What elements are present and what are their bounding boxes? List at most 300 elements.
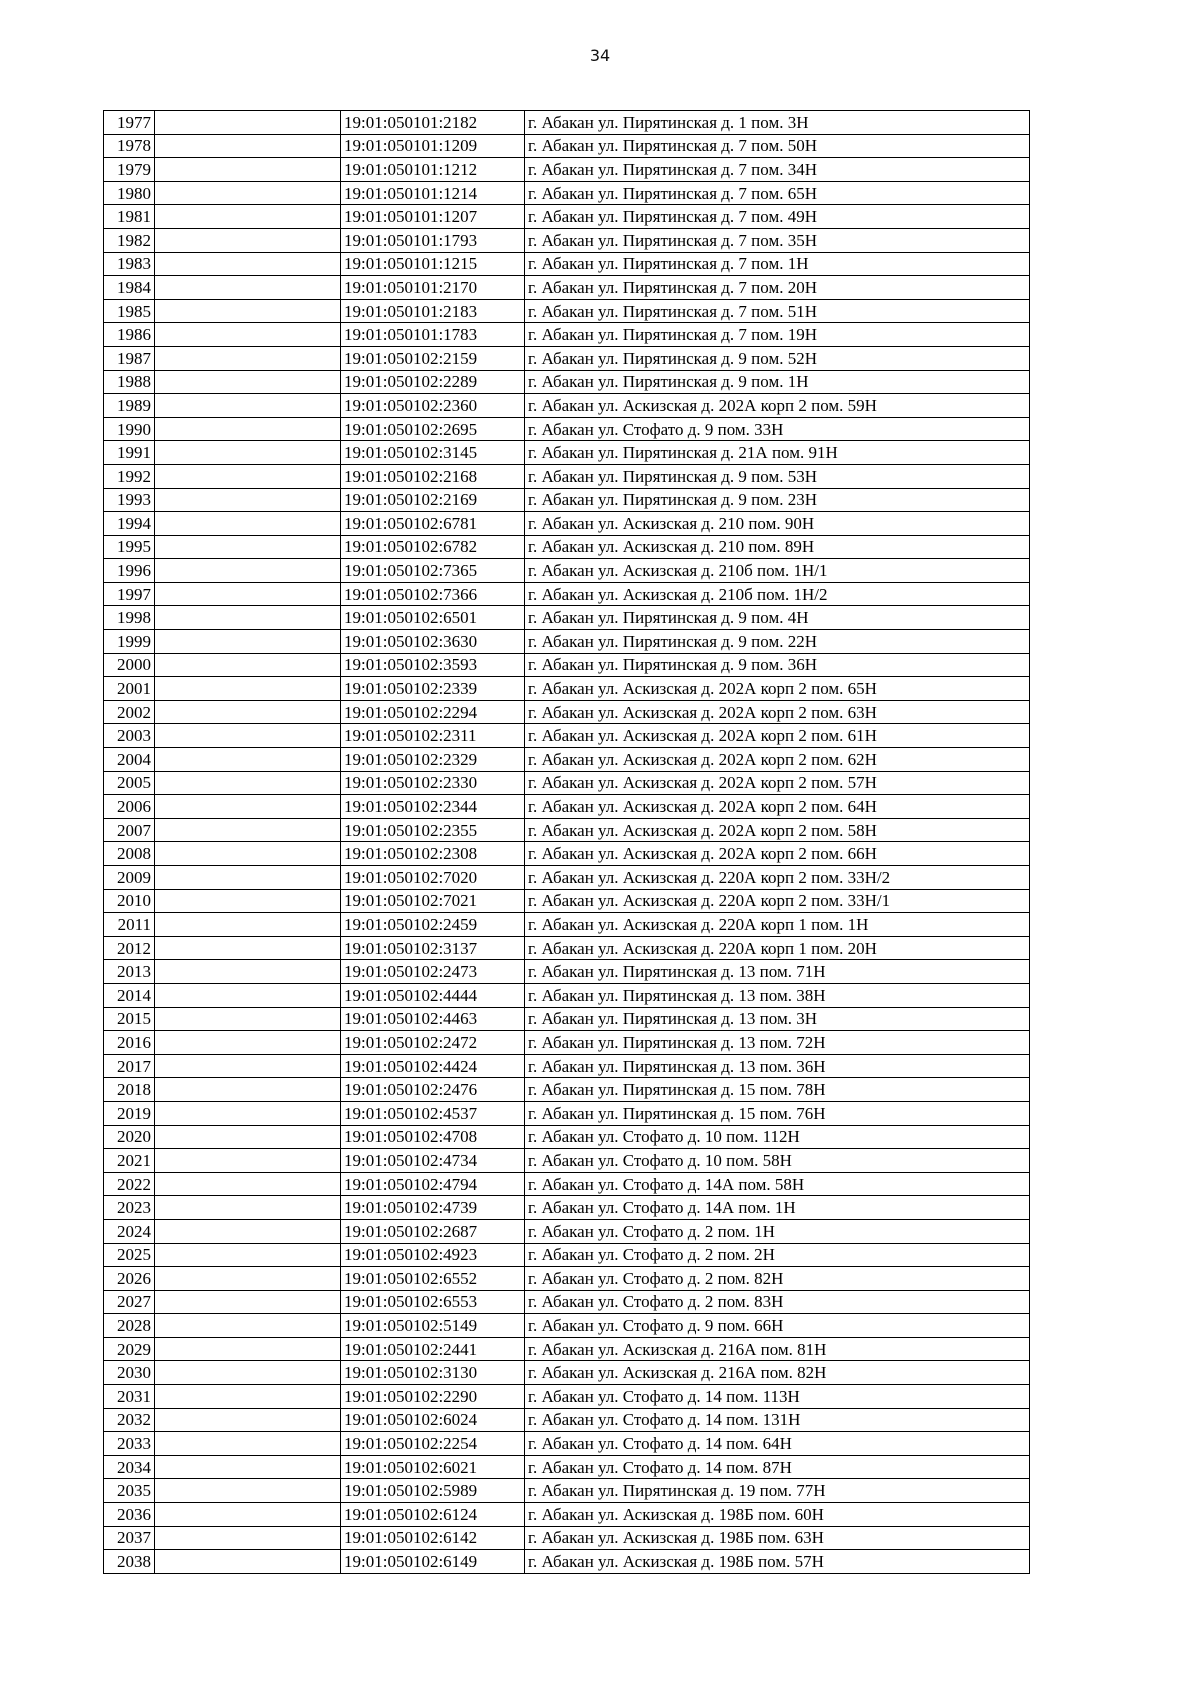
- empty-cell: [155, 1314, 341, 1338]
- row-number-cell: 2029: [104, 1337, 155, 1361]
- table-row: [104, 276, 1030, 300]
- cadastral-number-cell: 19:01:050101:1207: [341, 205, 525, 229]
- row-number-cell: 1981: [104, 205, 155, 229]
- row-number-cell: 2032: [104, 1408, 155, 1432]
- cadastral-number-cell: 19:01:050101:1783: [341, 323, 525, 347]
- address-cell: г. Абакан ул. Стофато д. 14А пом. 58Н: [525, 1172, 1030, 1196]
- address-cell: г. Абакан ул. Стофато д. 10 пом. 58Н: [525, 1149, 1030, 1173]
- cadastral-number-cell: 19:01:050102:3630: [341, 630, 525, 654]
- empty-cell: [155, 1337, 341, 1361]
- address-cell: г. Абакан ул. Аскизская д. 202А корп 2 пом. 62Н: [525, 748, 1030, 772]
- row-number-cell: 2013: [104, 960, 155, 984]
- address-cell: г. Абакан ул. Пирятинская д. 9 пом. 23Н: [525, 488, 1030, 512]
- empty-cell: [155, 960, 341, 984]
- cadastral-number-cell: 19:01:050102:7366: [341, 582, 525, 606]
- cadastral-number-cell: 19:01:050102:6149: [341, 1550, 525, 1574]
- cadastral-number-cell: 19:01:050102:3130: [341, 1361, 525, 1385]
- row-number-cell: 2003: [104, 724, 155, 748]
- address-cell: г. Абакан ул. Пирятинская д. 1 пом. 3Н: [525, 111, 1030, 135]
- row-number-cell: 2018: [104, 1078, 155, 1102]
- row-number-cell: 2006: [104, 795, 155, 819]
- cadastral-number-cell: 19:01:050102:2473: [341, 960, 525, 984]
- empty-cell: [155, 1290, 341, 1314]
- cadastral-number-cell: 19:01:050101:1215: [341, 252, 525, 276]
- address-cell: г. Абакан ул. Стофато д. 14А пом. 1Н: [525, 1196, 1030, 1220]
- table-row: [104, 228, 1030, 252]
- address-cell: г. Абакан ул. Аскизская д. 220А корп 2 пом. 33Н/2: [525, 866, 1030, 890]
- cadastral-number-cell: 19:01:050102:4444: [341, 983, 525, 1007]
- cadastral-number-cell: 19:01:050102:2695: [341, 417, 525, 441]
- cadastral-number-cell: 19:01:050101:1793: [341, 228, 525, 252]
- empty-cell: [155, 1432, 341, 1456]
- row-number-cell: 1993: [104, 488, 155, 512]
- cadastral-number-cell: 19:01:050101:1214: [341, 181, 525, 205]
- table-row: [104, 653, 1030, 677]
- address-cell: г. Абакан ул. Пирятинская д. 9 пом. 53Н: [525, 464, 1030, 488]
- cadastral-number-cell: 19:01:050102:3137: [341, 936, 525, 960]
- table-row: [104, 1314, 1030, 1338]
- address-cell: г. Абакан ул. Пирятинская д. 9 пом. 1Н: [525, 370, 1030, 394]
- table-row: [104, 889, 1030, 913]
- cadastral-number-cell: 19:01:050102:2169: [341, 488, 525, 512]
- row-number-cell: 1984: [104, 276, 155, 300]
- row-number-cell: 2024: [104, 1219, 155, 1243]
- page-number: 34: [589, 46, 611, 65]
- table-row: [104, 1007, 1030, 1031]
- table-row: [104, 1479, 1030, 1503]
- address-cell: г. Абакан ул. Аскизская д. 202А корп 2 пом. 63Н: [525, 700, 1030, 724]
- table-row: [104, 724, 1030, 748]
- empty-cell: [155, 1243, 341, 1267]
- empty-cell: [155, 1385, 341, 1409]
- address-cell: г. Абакан ул. Аскизская д. 210б пом. 1Н/1: [525, 559, 1030, 583]
- cadastral-number-cell: 19:01:050102:2330: [341, 771, 525, 795]
- empty-cell: [155, 582, 341, 606]
- table-row: [104, 771, 1030, 795]
- row-number-cell: 2009: [104, 866, 155, 890]
- address-cell: г. Абакан ул. Пирятинская д. 19 пом. 77Н: [525, 1479, 1030, 1503]
- empty-cell: [155, 1503, 341, 1527]
- table-row: [104, 464, 1030, 488]
- row-number-cell: 2023: [104, 1196, 155, 1220]
- row-number-cell: 1983: [104, 252, 155, 276]
- row-number-cell: 2030: [104, 1361, 155, 1385]
- address-cell: г. Абакан ул. Аскизская д. 202А корп 2 пом. 64Н: [525, 795, 1030, 819]
- address-cell: г. Абакан ул. Пирятинская д. 15 пом. 76Н: [525, 1101, 1030, 1125]
- cadastral-number-cell: 19:01:050102:2476: [341, 1078, 525, 1102]
- cadastral-number-cell: 19:01:050102:6501: [341, 606, 525, 630]
- address-cell: г. Абакан ул. Пирятинская д. 9 пом. 36Н: [525, 653, 1030, 677]
- address-cell: г. Абакан ул. Пирятинская д. 13 пом. 71Н: [525, 960, 1030, 984]
- address-cell: г. Абакан ул. Пирятинская д. 15 пом. 78Н: [525, 1078, 1030, 1102]
- empty-cell: [155, 323, 341, 347]
- table-row: [104, 1149, 1030, 1173]
- row-number-cell: 2025: [104, 1243, 155, 1267]
- table-row: [104, 346, 1030, 370]
- cadastral-number-cell: 19:01:050102:2344: [341, 795, 525, 819]
- empty-cell: [155, 1196, 341, 1220]
- empty-cell: [155, 818, 341, 842]
- cadastral-number-cell: 19:01:050101:1209: [341, 134, 525, 158]
- address-cell: г. Абакан ул. Пирятинская д. 7 пом. 50Н: [525, 134, 1030, 158]
- address-cell: г. Абакан ул. Пирятинская д. 7 пом. 19Н: [525, 323, 1030, 347]
- table-row: [104, 913, 1030, 937]
- cadastral-number-cell: 19:01:050101:2183: [341, 299, 525, 323]
- row-number-cell: 2026: [104, 1267, 155, 1291]
- row-number-cell: 2027: [104, 1290, 155, 1314]
- table-row: [104, 795, 1030, 819]
- row-number-cell: 2036: [104, 1503, 155, 1527]
- empty-cell: [155, 1007, 341, 1031]
- address-cell: г. Абакан ул. Пирятинская д. 7 пом. 34Н: [525, 158, 1030, 182]
- empty-cell: [155, 795, 341, 819]
- empty-cell: [155, 1031, 341, 1055]
- table-row: [104, 394, 1030, 418]
- table-row: [104, 842, 1030, 866]
- address-cell: г. Абакан ул. Аскизская д. 216А пом. 82Н: [525, 1361, 1030, 1385]
- address-cell: г. Абакан ул. Пирятинская д. 9 пом. 4Н: [525, 606, 1030, 630]
- empty-cell: [155, 1219, 341, 1243]
- row-number-cell: 2016: [104, 1031, 155, 1055]
- table-row: [104, 1031, 1030, 1055]
- address-cell: г. Абакан ул. Стофато д. 10 пом. 112Н: [525, 1125, 1030, 1149]
- cadastral-number-cell: 19:01:050101:2170: [341, 276, 525, 300]
- address-cell: г. Абакан ул. Пирятинская д. 7 пом. 49Н: [525, 205, 1030, 229]
- row-number-cell: 1992: [104, 464, 155, 488]
- empty-cell: [155, 252, 341, 276]
- empty-cell: [155, 677, 341, 701]
- row-number-cell: 2028: [104, 1314, 155, 1338]
- empty-cell: [155, 1172, 341, 1196]
- row-number-cell: 2005: [104, 771, 155, 795]
- table-row: [104, 677, 1030, 701]
- cadastral-number-cell: 19:01:050102:4463: [341, 1007, 525, 1031]
- table-row: [104, 1455, 1030, 1479]
- table-row: [104, 1290, 1030, 1314]
- table-row: [104, 1172, 1030, 1196]
- address-cell: г. Абакан ул. Аскизская д. 198Б пом. 63Н: [525, 1526, 1030, 1550]
- row-number-cell: 1977: [104, 111, 155, 135]
- table-row: [104, 512, 1030, 536]
- row-number-cell: 1991: [104, 441, 155, 465]
- row-number-cell: 2001: [104, 677, 155, 701]
- row-number-cell: 1978: [104, 134, 155, 158]
- row-number-cell: 2034: [104, 1455, 155, 1479]
- empty-cell: [155, 630, 341, 654]
- address-cell: г. Абакан ул. Аскизская д. 220А корп 2 пом. 33Н/1: [525, 889, 1030, 913]
- row-number-cell: 2010: [104, 889, 155, 913]
- table-row: [104, 866, 1030, 890]
- table-row: [104, 488, 1030, 512]
- empty-cell: [155, 1125, 341, 1149]
- cadastral-number-cell: 19:01:050102:2290: [341, 1385, 525, 1409]
- table-row: [104, 1550, 1030, 1574]
- cadastral-number-cell: 19:01:050102:2360: [341, 394, 525, 418]
- row-number-cell: 1986: [104, 323, 155, 347]
- address-cell: г. Абакан ул. Пирятинская д. 13 пом. 72Н: [525, 1031, 1030, 1055]
- row-number-cell: 2015: [104, 1007, 155, 1031]
- cadastral-number-cell: 19:01:050102:5149: [341, 1314, 525, 1338]
- row-number-cell: 1999: [104, 630, 155, 654]
- empty-cell: [155, 1361, 341, 1385]
- empty-cell: [155, 205, 341, 229]
- cadastral-number-cell: 19:01:050101:1212: [341, 158, 525, 182]
- registry-table: [103, 110, 1030, 1574]
- empty-cell: [155, 866, 341, 890]
- table-row: [104, 158, 1030, 182]
- address-cell: г. Абакан ул. Аскизская д. 198Б пом. 60Н: [525, 1503, 1030, 1527]
- row-number-cell: 1998: [104, 606, 155, 630]
- empty-cell: [155, 276, 341, 300]
- cadastral-number-cell: 19:01:050102:2159: [341, 346, 525, 370]
- empty-cell: [155, 299, 341, 323]
- address-cell: г. Абакан ул. Аскизская д. 220А корп 1 пом. 1Н: [525, 913, 1030, 937]
- cadastral-number-cell: 19:01:050102:4424: [341, 1054, 525, 1078]
- address-cell: г. Абакан ул. Пирятинская д. 9 пом. 22Н: [525, 630, 1030, 654]
- address-cell: г. Абакан ул. Аскизская д. 216А пом. 81Н: [525, 1337, 1030, 1361]
- address-cell: г. Абакан ул. Стофато д. 9 пом. 33Н: [525, 417, 1030, 441]
- table-row: [104, 1385, 1030, 1409]
- empty-cell: [155, 1479, 341, 1503]
- cadastral-number-cell: 19:01:050102:2687: [341, 1219, 525, 1243]
- table-row: [104, 1337, 1030, 1361]
- table-row: [104, 1196, 1030, 1220]
- table-row: [104, 1526, 1030, 1550]
- cadastral-number-cell: 19:01:050102:6024: [341, 1408, 525, 1432]
- registry-table-body: [104, 111, 1030, 1574]
- table-row: [104, 1219, 1030, 1243]
- table-row: [104, 960, 1030, 984]
- empty-cell: [155, 606, 341, 630]
- table-row: [104, 700, 1030, 724]
- table-row: [104, 299, 1030, 323]
- empty-cell: [155, 181, 341, 205]
- table-row: [104, 748, 1030, 772]
- table-row: [104, 1503, 1030, 1527]
- cadastral-number-cell: 19:01:050102:6781: [341, 512, 525, 536]
- table-row: [104, 1243, 1030, 1267]
- empty-cell: [155, 394, 341, 418]
- cadastral-number-cell: 19:01:050102:2289: [341, 370, 525, 394]
- table-row: [104, 1078, 1030, 1102]
- row-number-cell: 2002: [104, 700, 155, 724]
- empty-cell: [155, 464, 341, 488]
- address-cell: г. Абакан ул. Пирятинская д. 7 пом. 65Н: [525, 181, 1030, 205]
- address-cell: г. Абакан ул. Пирятинская д. 7 пом. 20Н: [525, 276, 1030, 300]
- row-number-cell: 2037: [104, 1526, 155, 1550]
- empty-cell: [155, 1455, 341, 1479]
- empty-cell: [155, 1078, 341, 1102]
- row-number-cell: 2017: [104, 1054, 155, 1078]
- cadastral-number-cell: 19:01:050102:2329: [341, 748, 525, 772]
- address-cell: г. Абакан ул. Пирятинская д. 13 пом. 38Н: [525, 983, 1030, 1007]
- empty-cell: [155, 441, 341, 465]
- row-number-cell: 1988: [104, 370, 155, 394]
- address-cell: г. Абакан ул. Пирятинская д. 9 пом. 52Н: [525, 346, 1030, 370]
- cadastral-number-cell: 19:01:050102:6124: [341, 1503, 525, 1527]
- table-row: [104, 417, 1030, 441]
- address-cell: г. Абакан ул. Стофато д. 2 пом. 82Н: [525, 1267, 1030, 1291]
- cadastral-number-cell: 19:01:050102:3593: [341, 653, 525, 677]
- cadastral-number-cell: 19:01:050102:6552: [341, 1267, 525, 1291]
- cadastral-number-cell: 19:01:050102:2441: [341, 1337, 525, 1361]
- cadastral-number-cell: 19:01:050102:2254: [341, 1432, 525, 1456]
- empty-cell: [155, 1149, 341, 1173]
- address-cell: г. Абакан ул. Аскизская д. 202А корп 2 пом. 65Н: [525, 677, 1030, 701]
- cadastral-number-cell: 19:01:050102:4734: [341, 1149, 525, 1173]
- cadastral-number-cell: 19:01:050102:4708: [341, 1125, 525, 1149]
- cadastral-number-cell: 19:01:050102:2294: [341, 700, 525, 724]
- table-row: [104, 630, 1030, 654]
- empty-cell: [155, 512, 341, 536]
- empty-cell: [155, 748, 341, 772]
- cadastral-number-cell: 19:01:050102:2355: [341, 818, 525, 842]
- cadastral-number-cell: 19:01:050102:6142: [341, 1526, 525, 1550]
- table-row: [104, 1408, 1030, 1432]
- cadastral-number-cell: 19:01:050102:4923: [341, 1243, 525, 1267]
- row-number-cell: 2007: [104, 818, 155, 842]
- address-cell: г. Абакан ул. Аскизская д. 202А корп 2 пом. 59Н: [525, 394, 1030, 418]
- address-cell: г. Абакан ул. Аскизская д. 202А корп 2 пом. 57Н: [525, 771, 1030, 795]
- empty-cell: [155, 1408, 341, 1432]
- row-number-cell: 1995: [104, 535, 155, 559]
- empty-cell: [155, 1101, 341, 1125]
- cadastral-number-cell: 19:01:050101:2182: [341, 111, 525, 135]
- address-cell: г. Абакан ул. Стофато д. 14 пом. 87Н: [525, 1455, 1030, 1479]
- row-number-cell: 2012: [104, 936, 155, 960]
- cadastral-number-cell: 19:01:050102:4537: [341, 1101, 525, 1125]
- table-row: [104, 1361, 1030, 1385]
- address-cell: г. Абакан ул. Пирятинская д. 13 пом. 36Н: [525, 1054, 1030, 1078]
- row-number-cell: 2022: [104, 1172, 155, 1196]
- table-row: [104, 1125, 1030, 1149]
- address-cell: г. Абакан ул. Аскизская д. 202А корп 2 пом. 66Н: [525, 842, 1030, 866]
- table-row: [104, 252, 1030, 276]
- address-cell: г. Абакан ул. Аскизская д. 198Б пом. 57Н: [525, 1550, 1030, 1574]
- empty-cell: [155, 842, 341, 866]
- row-number-cell: 2004: [104, 748, 155, 772]
- cadastral-number-cell: 19:01:050102:2339: [341, 677, 525, 701]
- address-cell: г. Абакан ул. Пирятинская д. 21А пом. 91Н: [525, 441, 1030, 465]
- row-number-cell: 1985: [104, 299, 155, 323]
- address-cell: г. Абакан ул. Стофато д. 9 пом. 66Н: [525, 1314, 1030, 1338]
- row-number-cell: 2008: [104, 842, 155, 866]
- empty-cell: [155, 1526, 341, 1550]
- address-cell: г. Абакан ул. Аскизская д. 210б пом. 1Н/2: [525, 582, 1030, 606]
- empty-cell: [155, 417, 341, 441]
- empty-cell: [155, 111, 341, 135]
- table-row: [104, 205, 1030, 229]
- table-row: [104, 818, 1030, 842]
- table-row: [104, 181, 1030, 205]
- empty-cell: [155, 653, 341, 677]
- table-row: [104, 111, 1030, 135]
- table-row: [104, 1432, 1030, 1456]
- address-cell: г. Абакан ул. Стофато д. 14 пом. 113Н: [525, 1385, 1030, 1409]
- table-row: [104, 983, 1030, 1007]
- cadastral-number-cell: 19:01:050102:6553: [341, 1290, 525, 1314]
- row-number-cell: 2033: [104, 1432, 155, 1456]
- row-number-cell: 2031: [104, 1385, 155, 1409]
- address-cell: г. Абакан ул. Стофато д. 2 пом. 83Н: [525, 1290, 1030, 1314]
- row-number-cell: 1997: [104, 582, 155, 606]
- row-number-cell: 2020: [104, 1125, 155, 1149]
- table-row: [104, 134, 1030, 158]
- table-row: [104, 370, 1030, 394]
- cadastral-number-cell: 19:01:050102:4739: [341, 1196, 525, 1220]
- empty-cell: [155, 1550, 341, 1574]
- address-cell: г. Абакан ул. Пирятинская д. 7 пом. 35Н: [525, 228, 1030, 252]
- empty-cell: [155, 1054, 341, 1078]
- address-cell: г. Абакан ул. Пирятинская д. 7 пом. 1Н: [525, 252, 1030, 276]
- empty-cell: [155, 983, 341, 1007]
- cadastral-number-cell: 19:01:050102:2472: [341, 1031, 525, 1055]
- empty-cell: [155, 488, 341, 512]
- cadastral-number-cell: 19:01:050102:6782: [341, 535, 525, 559]
- table-row: [104, 535, 1030, 559]
- empty-cell: [155, 700, 341, 724]
- table-row: [104, 559, 1030, 583]
- row-number-cell: 2011: [104, 913, 155, 937]
- cadastral-number-cell: 19:01:050102:4794: [341, 1172, 525, 1196]
- row-number-cell: 2014: [104, 983, 155, 1007]
- cadastral-number-cell: 19:01:050102:7020: [341, 866, 525, 890]
- table-row: [104, 582, 1030, 606]
- row-number-cell: 2035: [104, 1479, 155, 1503]
- empty-cell: [155, 228, 341, 252]
- table-row: [104, 1267, 1030, 1291]
- table-row: [104, 606, 1030, 630]
- empty-cell: [155, 771, 341, 795]
- row-number-cell: 2019: [104, 1101, 155, 1125]
- address-cell: г. Абакан ул. Аскизская д. 202А корп 2 пом. 61Н: [525, 724, 1030, 748]
- empty-cell: [155, 346, 341, 370]
- empty-cell: [155, 936, 341, 960]
- row-number-cell: 2038: [104, 1550, 155, 1574]
- address-cell: г. Абакан ул. Стофато д. 14 пом. 64Н: [525, 1432, 1030, 1456]
- cadastral-number-cell: 19:01:050102:2308: [341, 842, 525, 866]
- address-cell: г. Абакан ул. Стофато д. 2 пом. 2Н: [525, 1243, 1030, 1267]
- address-cell: г. Абакан ул. Стофато д. 2 пом. 1Н: [525, 1219, 1030, 1243]
- address-cell: г. Абакан ул. Пирятинская д. 7 пом. 51Н: [525, 299, 1030, 323]
- empty-cell: [155, 370, 341, 394]
- address-cell: г. Абакан ул. Аскизская д. 202А корп 2 пом. 58Н: [525, 818, 1030, 842]
- cadastral-number-cell: 19:01:050102:7365: [341, 559, 525, 583]
- row-number-cell: 1989: [104, 394, 155, 418]
- cadastral-number-cell: 19:01:050102:2459: [341, 913, 525, 937]
- address-cell: г. Абакан ул. Аскизская д. 220А корп 1 пом. 20Н: [525, 936, 1030, 960]
- empty-cell: [155, 913, 341, 937]
- row-number-cell: 1996: [104, 559, 155, 583]
- row-number-cell: 2021: [104, 1149, 155, 1173]
- address-cell: г. Абакан ул. Стофато д. 14 пом. 131Н: [525, 1408, 1030, 1432]
- row-number-cell: 1990: [104, 417, 155, 441]
- table-row: [104, 441, 1030, 465]
- row-number-cell: 1979: [104, 158, 155, 182]
- address-cell: г. Абакан ул. Аскизская д. 210 пом. 90Н: [525, 512, 1030, 536]
- table-row: [104, 936, 1030, 960]
- cadastral-number-cell: 19:01:050102:6021: [341, 1455, 525, 1479]
- row-number-cell: 2000: [104, 653, 155, 677]
- table-row: [104, 323, 1030, 347]
- cadastral-number-cell: 19:01:050102:2168: [341, 464, 525, 488]
- empty-cell: [155, 559, 341, 583]
- empty-cell: [155, 724, 341, 748]
- cadastral-number-cell: 19:01:050102:5989: [341, 1479, 525, 1503]
- empty-cell: [155, 535, 341, 559]
- cadastral-number-cell: 19:01:050102:3145: [341, 441, 525, 465]
- table-row: [104, 1054, 1030, 1078]
